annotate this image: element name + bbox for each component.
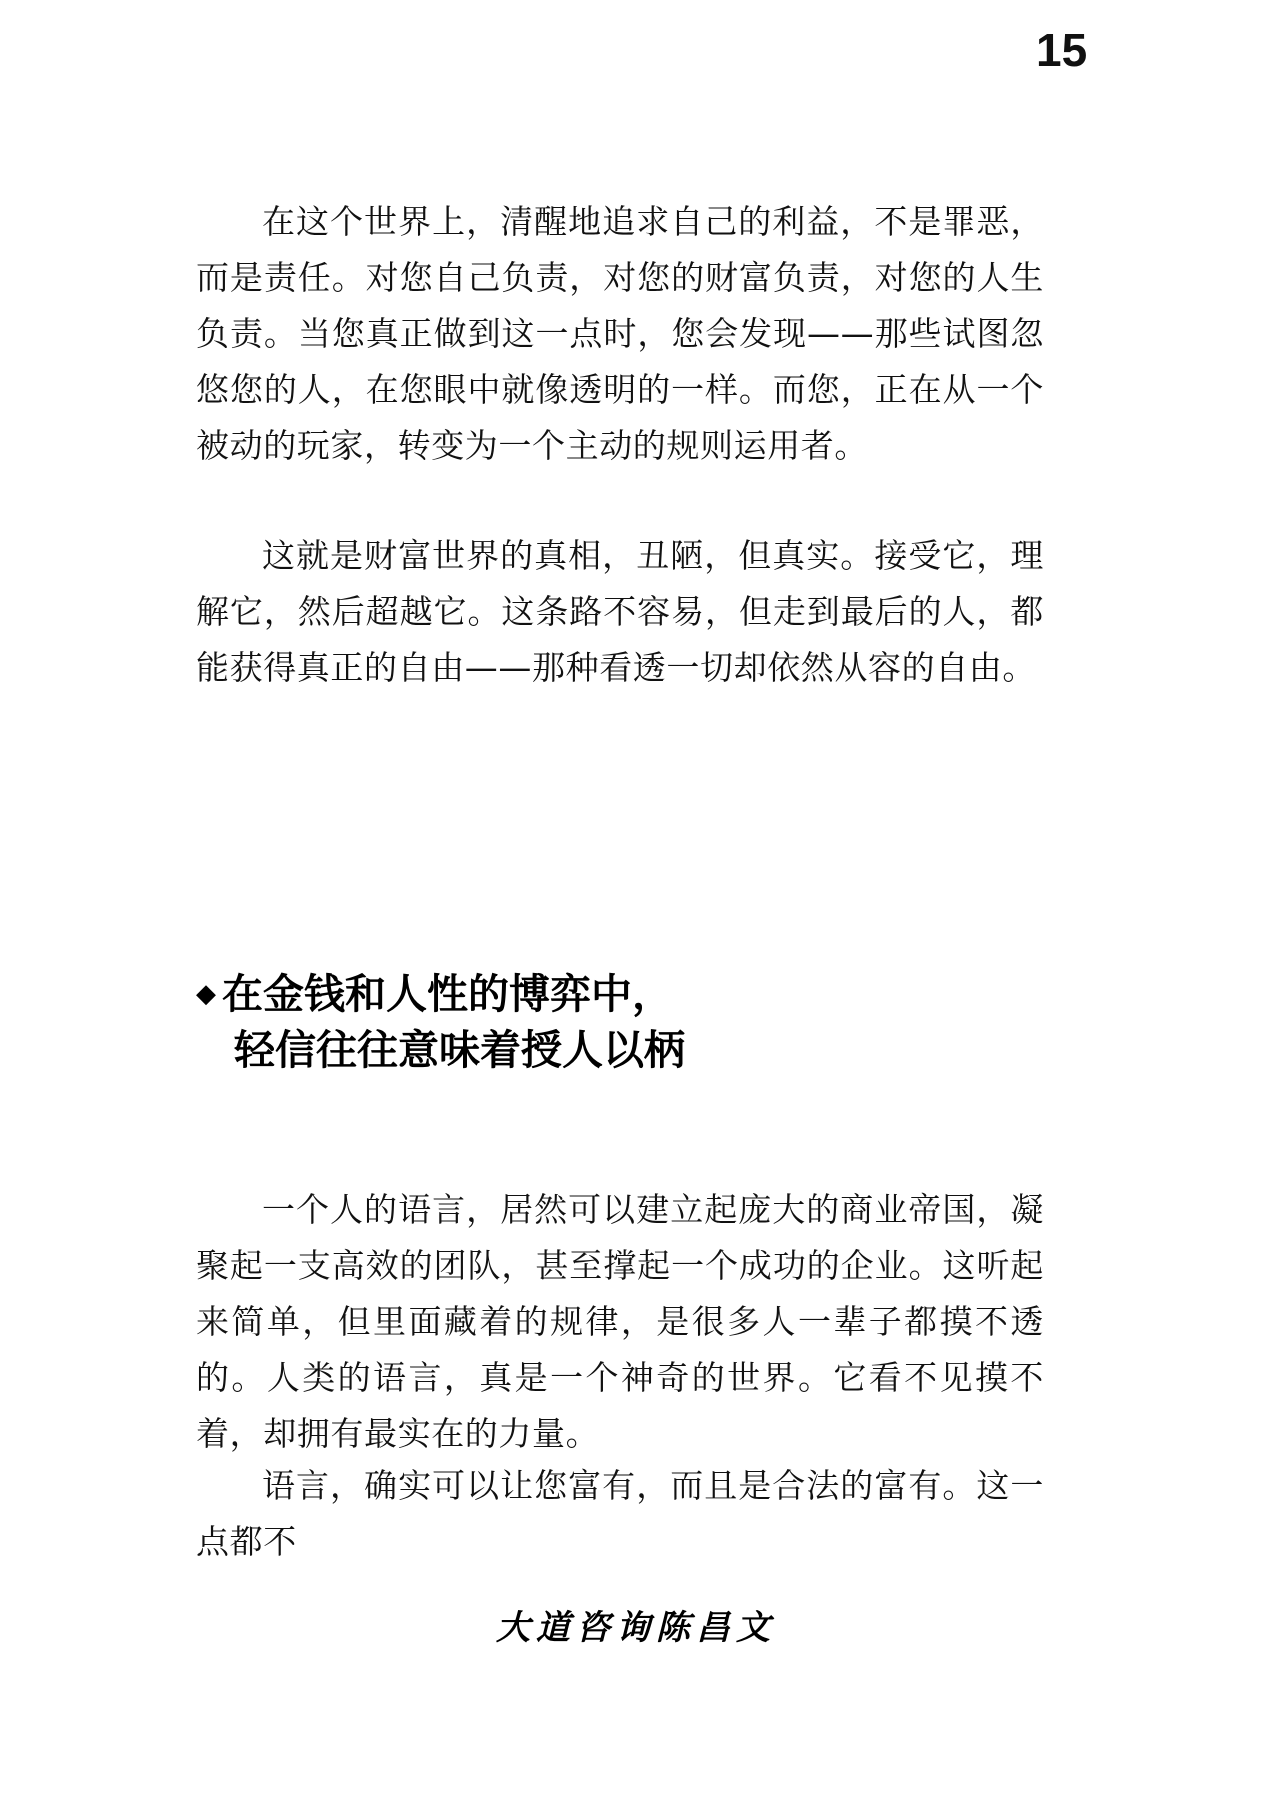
- section-heading-text-1: 在金钱和人性的博弈中，: [222, 970, 673, 1018]
- paragraph: 在这个世界上，清醒地追求自己的利益，不是罪恶，而是责任。对您自己负责，对您的财富负责，对您的人生负责。当您真正做到这一点时，您会发现——那些试图忽悠您的人，在您眼中就像透明的一样。而您，正在从一个被动的玩家，转变为一个主动的规则运用者。: [196, 202, 1044, 465]
- section-heading-line-2: 轻信往往意味着授人以柄: [234, 1026, 685, 1074]
- paragraph: 语言，确实可以让您富有，而且是合法的富有。这一点都不: [196, 1466, 1044, 1561]
- paragraph: 一个人的语言，居然可以建立起庞大的商业帝国，凝聚起一支高效的团队，甚至撑起一个成功的企业。这听起来简单，但里面藏着的规律，是很多人一辈子都摸不透的。人类的语言，真是一个神奇的世界。它看不见摸不着，却拥有最实在的力量。: [196, 1190, 1044, 1453]
- body-text-block: [196, 1458, 1044, 1570]
- section-heading: [196, 966, 685, 1078]
- page-number: 15: [1036, 24, 1088, 76]
- paragraph: 这就是财富世界的真相，丑陋，但真实。接受它，理解它，然后超越它。这条路不容易，但走到最后的人，都能获得真正的自由——那种看透一切却依然从容的自由。: [196, 536, 1044, 687]
- body-text-block: [196, 528, 1044, 696]
- diamond-bullet-icon: ◆: [196, 979, 216, 1009]
- body-text-block: [196, 194, 1044, 474]
- body-text-block: [196, 1182, 1044, 1462]
- section-heading-line-1: [196, 966, 685, 1022]
- footer-signature: 大道咨询陈昌文: [496, 1608, 776, 1648]
